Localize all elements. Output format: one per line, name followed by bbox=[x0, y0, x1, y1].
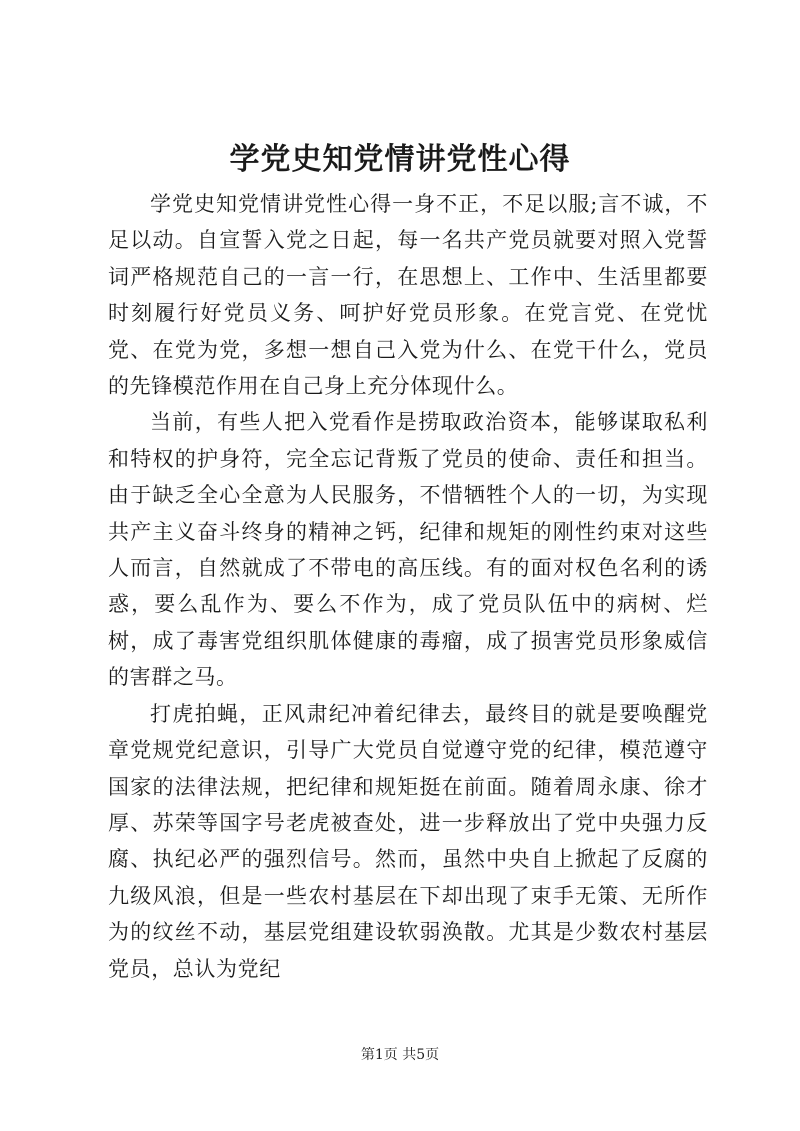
paragraph-3: 打虎拍蝇，正风肃纪冲着纪律去，最终目的就是要唤醒党章党规党纪意识，引导广大党员自觉遵守党的纪律，模范遵守国家的法律法规，把纪律和规矩挺在前面。随着周永康、徐才厚、苏荣等国字号老虎被查处，进一步释放出了党中央强力反腐、执纪必严的强烈信号。然而，虽然中央自上掀起了反腐的九级风浪，但是一些农村基层在下却出现了束手无策、无所作为的纹丝不动，基层党组建设软弱涣散。尤其是少数农村基层党员，总认为党纪 bbox=[108, 701, 708, 981]
document-body bbox=[108, 186, 708, 987]
paragraph-1: 学党史知党情讲党性心得一身不正，不足以服;言不诚，不足以动。自宣誓入党之日起，每一名共产党员就要对照入党誓词严格规范自己的一言一行，在思想上、工作中、生活里都要时刻履行好党员义务、呵护好党员形象。在党言党、在党忧党、在党为党，多想一想自己入党为什么、在党干什么，党员的先锋模范作用在自己身上充分体现什么。 bbox=[108, 192, 708, 399]
paragraph-2: 当前，有些人把入党看作是捞取政治资本，能够谋取私利和特权的护身符，完全忘记背叛了党员的使命、责任和担当。由于缺乏全心全意为人民服务，不惜牺牲个人的一切，为实现共产主义奋斗终身的精神之钙，纪律和规矩的刚性约束对这些人而言，自然就成了不带电的高压线。有的面对权色名利的诱惑，要么乱作为、要么不作为，成了党员队伍中的病树、烂树，成了毒害党组织肌体健康的毒瘤，成了损害党员形象威信的害群之马。 bbox=[108, 410, 708, 690]
document-title: 学党史知党情讲党性心得 bbox=[229, 142, 571, 177]
page-footer: 第1页 共5页 bbox=[360, 1047, 440, 1063]
